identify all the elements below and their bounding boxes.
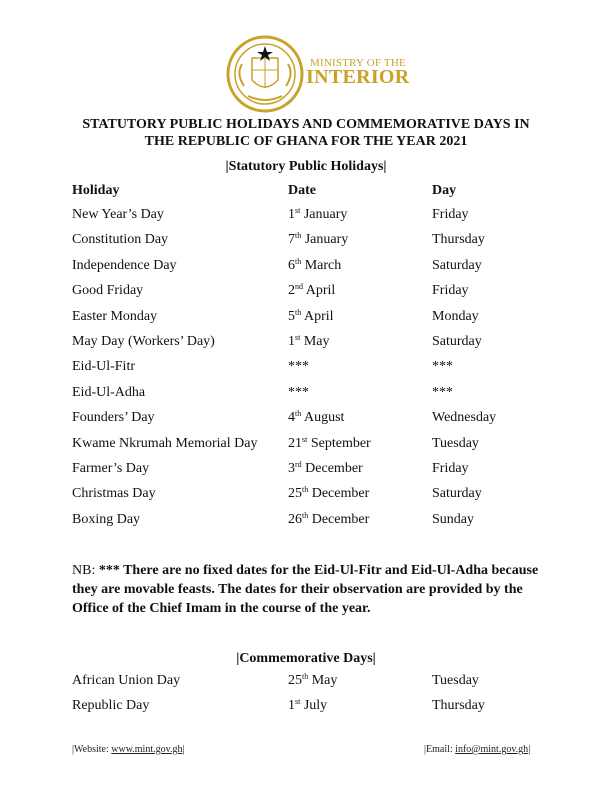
holiday-date: [288, 512, 369, 528]
date-day-number: 1: [288, 207, 295, 222]
holiday-weekday: Saturday: [432, 257, 482, 273]
date-ordinal-suffix: st: [295, 333, 301, 342]
date-ordinal-suffix: st: [295, 697, 301, 706]
table-row: [72, 283, 552, 305]
holiday-weekday: Sunday: [432, 511, 474, 527]
date-ordinal-suffix: st: [302, 434, 308, 444]
holiday-date: [288, 486, 369, 502]
holiday-weekday: ***: [432, 359, 453, 375]
date-month: December: [311, 486, 370, 502]
date-ordinal-suffix: th: [302, 672, 309, 681]
holiday-name: Eid-Ul-Adha: [72, 384, 146, 400]
date-day-number: 2: [288, 283, 295, 299]
document-title-line-1: STATUTORY PUBLIC HOLIDAYS AND COMMEMORATIVE DAYS IN: [82, 117, 530, 132]
table-row: [72, 258, 552, 280]
date-month: July: [303, 698, 328, 713]
date-day-number: 25: [288, 673, 302, 688]
holiday-date: [288, 385, 309, 401]
date-ordinal-suffix: th: [295, 307, 302, 317]
table-row: [72, 673, 552, 695]
date-day-number: 21: [288, 435, 302, 451]
holiday-date: [288, 283, 335, 299]
holiday-name: Christmas Day: [72, 486, 156, 502]
document-title-line-2: THE REPUBLIC OF GHANA FOR THE YEAR 2021: [144, 134, 468, 149]
date-month: January: [304, 232, 349, 248]
date-day-number: 1: [288, 698, 295, 713]
holiday-date: [288, 461, 363, 477]
holiday-name: Easter Monday: [72, 308, 158, 324]
date-day-number: ***: [288, 384, 309, 400]
holiday-name: Republic Day: [72, 698, 150, 713]
holiday-date: [288, 232, 348, 248]
date-day-number: 26: [288, 511, 302, 527]
holiday-date: [288, 258, 341, 274]
holiday-weekday: Monday: [432, 308, 479, 324]
ministry-name-main: INTERIOR: [306, 66, 410, 88]
date-month: September: [310, 435, 371, 451]
statutory-section-title: |Statutory Public Holidays|: [225, 159, 387, 174]
holiday-weekday: Friday: [432, 207, 469, 222]
holiday-name: May Day (Workers’ Day): [72, 334, 215, 349]
footer-website-label: |Website:: [72, 744, 112, 755]
email-link[interactable]: info@mint.gov.gh: [455, 744, 529, 755]
holiday-weekday: Thursday: [432, 232, 485, 248]
holiday-weekday: Thursday: [432, 698, 485, 713]
holiday-weekday: Saturday: [432, 334, 482, 349]
date-month: December: [311, 511, 370, 527]
table-row: [72, 232, 552, 254]
date-month: May: [303, 334, 330, 349]
holiday-name: Constitution Day: [72, 232, 169, 248]
note-body: *** There are no fixed dates for the Eid-Ul-Fitr and Eid-Ul-Adha because they are movable feasts. The dates for their observation are provided by the Office of the Chief Imam in the course of the year.: [72, 563, 539, 616]
date-month: August: [303, 410, 345, 426]
date-ordinal-suffix: th: [302, 510, 309, 520]
holiday-name: New Year’s Day: [72, 207, 164, 222]
holiday-date: [288, 359, 309, 375]
holiday-date: [288, 436, 371, 452]
note-prefix: NB:: [72, 563, 99, 578]
column-header-day: Day: [432, 183, 457, 198]
note-paragraph: [72, 561, 542, 618]
date-day-number: 4: [288, 410, 295, 426]
date-ordinal-suffix: th: [295, 256, 302, 266]
holiday-date: [288, 309, 334, 325]
date-day-number: 6: [288, 257, 295, 273]
holiday-weekday: Wednesday: [432, 410, 497, 426]
footer-website-end: |: [182, 744, 185, 755]
footer-email: [424, 744, 530, 755]
holiday-weekday: Saturday: [432, 486, 482, 502]
column-header-date: Date: [288, 183, 316, 198]
holiday-date: [288, 410, 344, 426]
date-ordinal-suffix: st: [295, 206, 301, 215]
table-row: [72, 512, 552, 534]
date-day-number: ***: [288, 359, 309, 375]
table-row: [72, 698, 552, 720]
date-day-number: 3: [288, 461, 295, 476]
holiday-weekday: Friday: [432, 283, 469, 299]
date-ordinal-suffix: th: [295, 409, 302, 419]
holiday-date: [288, 207, 347, 223]
table-row: [72, 207, 552, 229]
date-month: March: [304, 257, 342, 273]
holiday-name: Farmer’s Day: [72, 461, 150, 476]
coat-of-arms-seal: [222, 34, 312, 114]
table-row: [72, 486, 552, 508]
date-month: December: [305, 461, 363, 476]
table-row: [72, 436, 552, 458]
holiday-weekday: Friday: [432, 461, 469, 476]
date-day-number: 5: [288, 308, 295, 324]
ministry-name-top: MINISTRY OF THE: [310, 57, 406, 69]
date-ordinal-suffix: rd: [295, 460, 302, 469]
holiday-date: [288, 334, 330, 350]
date-ordinal-suffix: nd: [295, 282, 303, 292]
holiday-weekday: ***: [432, 384, 453, 400]
commemorative-section-title: |Commemorative Days|: [236, 651, 376, 666]
table-row: [72, 334, 552, 356]
holiday-name: Independence Day: [72, 257, 177, 273]
holiday-weekday: Tuesday: [432, 435, 479, 451]
footer-website: [72, 744, 184, 755]
date-day-number: 1: [288, 334, 295, 349]
table-row: [72, 461, 552, 483]
date-ordinal-suffix: th: [302, 485, 309, 495]
table-row: [72, 309, 552, 331]
holiday-name: Good Friday: [72, 283, 144, 299]
holiday-name: Boxing Day: [72, 511, 141, 527]
website-link[interactable]: www.mint.gov.gh: [111, 744, 183, 755]
date-ordinal-suffix: th: [295, 231, 302, 241]
holiday-name: Eid-Ul-Fitr: [72, 359, 135, 375]
holiday-name: Kwame Nkrumah Memorial Day: [72, 435, 258, 451]
date-month: April: [303, 308, 334, 324]
holiday-date: [288, 673, 337, 689]
date-month: April: [305, 283, 336, 299]
holiday-name: African Union Day: [72, 673, 181, 688]
holiday-weekday: Tuesday: [432, 673, 479, 688]
holiday-date: [288, 698, 327, 714]
holiday-name: Founders’ Day: [72, 410, 155, 426]
footer-email-end: |: [528, 744, 531, 755]
date-month: May: [311, 673, 338, 688]
table-row: [72, 410, 552, 432]
footer-email-label: |Email:: [424, 744, 456, 755]
date-day-number: 25: [288, 486, 302, 502]
date-day-number: 7: [288, 232, 295, 248]
date-month: January: [303, 207, 348, 222]
table-row: [72, 385, 552, 407]
column-header-holiday: Holiday: [72, 183, 120, 198]
table-row: [72, 359, 552, 381]
